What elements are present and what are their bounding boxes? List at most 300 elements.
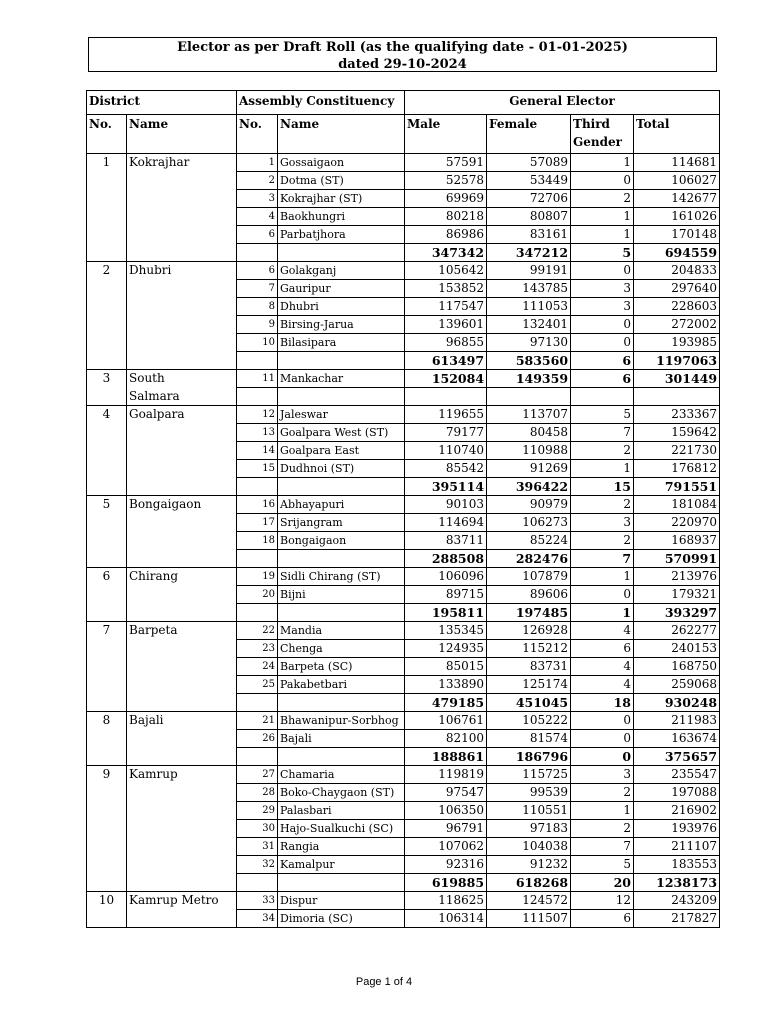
ac-name: Bilasipara <box>278 334 405 352</box>
total-count: 213976 <box>634 568 720 586</box>
total-count: 216902 <box>634 802 720 820</box>
ac-no: 32 <box>237 856 278 874</box>
ac-name <box>278 478 405 496</box>
male-count: 52578 <box>405 172 487 190</box>
table-row <box>87 316 720 334</box>
district-no <box>87 208 127 226</box>
title-line-1: Elector as per Draft Roll (as the qualifying date - 01-01-2025) <box>177 40 628 55</box>
total-count: 170148 <box>634 226 720 244</box>
district-no <box>87 424 127 442</box>
district-name <box>127 640 237 658</box>
ac-no: 2 <box>237 172 278 190</box>
female-count: 90979 <box>487 496 571 514</box>
district-no <box>87 802 127 820</box>
third-gender-count: 3 <box>571 280 634 298</box>
table-row-subtotal <box>87 370 720 388</box>
table-row <box>87 262 720 280</box>
female-count: 81574 <box>487 730 571 748</box>
female-count: 124572 <box>487 892 571 910</box>
male-count: 133890 <box>405 676 487 694</box>
female-count: 83161 <box>487 226 571 244</box>
female-count: 111507 <box>487 910 571 928</box>
district-name <box>127 442 237 460</box>
total-count: 375657 <box>634 748 720 766</box>
male-count: 114694 <box>405 514 487 532</box>
ac-no: 14 <box>237 442 278 460</box>
male-count: 619885 <box>405 874 487 892</box>
male-count: 92316 <box>405 856 487 874</box>
female-count: 282476 <box>487 550 571 568</box>
table-row-subtotal <box>87 748 720 766</box>
district-name <box>127 316 237 334</box>
ac-no: 34 <box>237 910 278 928</box>
total-count: 163674 <box>634 730 720 748</box>
table-row <box>87 388 720 406</box>
male-count: 188861 <box>405 748 487 766</box>
third-gender-count: 2 <box>571 820 634 838</box>
total-count: 272002 <box>634 316 720 334</box>
district-no: 6 <box>87 568 127 586</box>
male-count: 139601 <box>405 316 487 334</box>
district-no <box>87 784 127 802</box>
ac-no: 9 <box>237 316 278 334</box>
ac-name: Baokhungri <box>278 208 405 226</box>
female-count: 91269 <box>487 460 571 478</box>
third-gender-count: 5 <box>571 244 634 262</box>
district-no: 2 <box>87 262 127 280</box>
ac-no <box>237 748 278 766</box>
female-count: 197485 <box>487 604 571 622</box>
table-row <box>87 514 720 532</box>
third-gender-count: 6 <box>571 640 634 658</box>
district-name <box>127 658 237 676</box>
district-no <box>87 694 127 712</box>
third-gender-count: 1 <box>571 604 634 622</box>
page-footer: Page 1 of 4 <box>355 976 413 988</box>
district-name: Goalpara <box>127 406 237 424</box>
total-count: 243209 <box>634 892 720 910</box>
third-gender-count: 4 <box>571 658 634 676</box>
table-row <box>87 208 720 226</box>
district-no <box>87 640 127 658</box>
table-row <box>87 334 720 352</box>
ac-name <box>278 748 405 766</box>
third-gender-count: 1 <box>571 460 634 478</box>
district-no <box>87 478 127 496</box>
header-male: Male <box>405 115 487 154</box>
table-row <box>87 676 720 694</box>
district-no <box>87 730 127 748</box>
third-gender-count: 2 <box>571 496 634 514</box>
ac-no: 17 <box>237 514 278 532</box>
district-name <box>127 190 237 208</box>
male-count: 106350 <box>405 802 487 820</box>
total-count: 233367 <box>634 406 720 424</box>
male-count: 106761 <box>405 712 487 730</box>
district-name <box>127 694 237 712</box>
total-count: 791551 <box>634 478 720 496</box>
table-row <box>87 820 720 838</box>
table-row <box>87 856 720 874</box>
total-count: 159642 <box>634 424 720 442</box>
district-no <box>87 172 127 190</box>
district-name <box>127 604 237 622</box>
ac-name: Kamalpur <box>278 856 405 874</box>
district-no <box>87 298 127 316</box>
district-name <box>127 532 237 550</box>
third-gender-count: 15 <box>571 478 634 496</box>
ac-name <box>278 244 405 262</box>
ac-no <box>237 388 278 406</box>
header-assembly: Assembly Constituency <box>237 91 405 115</box>
female-count: 85224 <box>487 532 571 550</box>
table-row <box>87 568 720 586</box>
ac-name: Dhubri <box>278 298 405 316</box>
ac-no <box>237 244 278 262</box>
table-row <box>87 532 720 550</box>
table-row-subtotal <box>87 244 720 262</box>
male-count: 97547 <box>405 784 487 802</box>
district-name: Chirang <box>127 568 237 586</box>
male-count: 106096 <box>405 568 487 586</box>
district-name: South <box>127 370 237 388</box>
male-count: 119819 <box>405 766 487 784</box>
total-count: 168937 <box>634 532 720 550</box>
total-count: 1197063 <box>634 352 720 370</box>
ac-no: 26 <box>237 730 278 748</box>
total-count: 694559 <box>634 244 720 262</box>
district-name <box>127 352 237 370</box>
female-count: 110988 <box>487 442 571 460</box>
male-count: 288508 <box>405 550 487 568</box>
male-count: 106314 <box>405 910 487 928</box>
district-name: Barpeta <box>127 622 237 640</box>
male-count: 152084 <box>405 370 487 388</box>
district-name <box>127 478 237 496</box>
female-count: 105222 <box>487 712 571 730</box>
ac-no: 16 <box>237 496 278 514</box>
table-row <box>87 910 720 928</box>
third-gender-count: 7 <box>571 424 634 442</box>
district-name: Salmara <box>127 388 237 406</box>
total-count: 228603 <box>634 298 720 316</box>
header-female: Female <box>487 115 571 154</box>
female-count: 115725 <box>487 766 571 784</box>
header-row-1 <box>87 91 720 115</box>
table-row <box>87 298 720 316</box>
female-count: 149359 <box>487 370 571 388</box>
district-no <box>87 748 127 766</box>
female-count: 186796 <box>487 748 571 766</box>
ac-name <box>278 388 405 406</box>
female-count: 89606 <box>487 586 571 604</box>
district-no <box>87 190 127 208</box>
ac-name: Bijni <box>278 586 405 604</box>
total-count: 570991 <box>634 550 720 568</box>
district-no <box>87 334 127 352</box>
district-no <box>87 442 127 460</box>
female-count: 72706 <box>487 190 571 208</box>
district-no <box>87 550 127 568</box>
table-row <box>87 460 720 478</box>
total-count: 179321 <box>634 586 720 604</box>
district-name <box>127 586 237 604</box>
female-count: 53449 <box>487 172 571 190</box>
male-count: 69969 <box>405 190 487 208</box>
ac-name: Sidli Chirang (ST) <box>278 568 405 586</box>
total-count: 161026 <box>634 208 720 226</box>
total-count: 930248 <box>634 694 720 712</box>
third-gender-count: 6 <box>571 910 634 928</box>
female-count: 583560 <box>487 352 571 370</box>
female-count: 110551 <box>487 802 571 820</box>
third-gender-count: 4 <box>571 622 634 640</box>
table-row <box>87 730 720 748</box>
ac-name: Birsing-Jarua <box>278 316 405 334</box>
male-count: 195811 <box>405 604 487 622</box>
ac-name: Boko-Chaygaon (ST) <box>278 784 405 802</box>
third-gender-count: 5 <box>571 406 634 424</box>
third-gender-count: 0 <box>571 262 634 280</box>
female-count: 99539 <box>487 784 571 802</box>
district-name <box>127 298 237 316</box>
district-no <box>87 604 127 622</box>
district-name <box>127 676 237 694</box>
total-count: 221730 <box>634 442 720 460</box>
district-no <box>87 586 127 604</box>
ac-no: 3 <box>237 190 278 208</box>
total-count: 240153 <box>634 640 720 658</box>
district-name <box>127 748 237 766</box>
third-gender-count: 2 <box>571 190 634 208</box>
ac-no: 25 <box>237 676 278 694</box>
total-count: 220970 <box>634 514 720 532</box>
ac-name: Chenga <box>278 640 405 658</box>
male-count: 85542 <box>405 460 487 478</box>
district-name <box>127 838 237 856</box>
third-gender-count: 5 <box>571 856 634 874</box>
total-count: 193985 <box>634 334 720 352</box>
male-count <box>405 388 487 406</box>
district-name <box>127 550 237 568</box>
table-row <box>87 892 720 910</box>
district-name: Dhubri <box>127 262 237 280</box>
district-no <box>87 280 127 298</box>
female-count: 57089 <box>487 154 571 172</box>
female-count: 126928 <box>487 622 571 640</box>
district-no <box>87 352 127 370</box>
ac-no: 21 <box>237 712 278 730</box>
third-gender-count: 1 <box>571 802 634 820</box>
district-name <box>127 802 237 820</box>
header-third-gender: Third Gender <box>571 115 634 154</box>
ac-no <box>237 604 278 622</box>
header-general-elector: General Elector <box>405 91 720 115</box>
ac-no: 18 <box>237 532 278 550</box>
header-ac-no: No. <box>237 115 278 154</box>
ac-name <box>278 694 405 712</box>
female-count <box>487 388 571 406</box>
ac-name: Dispur <box>278 892 405 910</box>
district-name: Kokrajhar <box>127 154 237 172</box>
male-count: 135345 <box>405 622 487 640</box>
third-gender-count: 0 <box>571 748 634 766</box>
district-name: Kamrup <box>127 766 237 784</box>
male-count: 85015 <box>405 658 487 676</box>
table-row <box>87 712 720 730</box>
male-count: 479185 <box>405 694 487 712</box>
total-count: 106027 <box>634 172 720 190</box>
table-row <box>87 640 720 658</box>
male-count: 96791 <box>405 820 487 838</box>
third-gender-count: 6 <box>571 352 634 370</box>
district-no <box>87 514 127 532</box>
district-name <box>127 460 237 478</box>
table-row-subtotal <box>87 694 720 712</box>
female-count: 80807 <box>487 208 571 226</box>
district-name <box>127 244 237 262</box>
district-no: 5 <box>87 496 127 514</box>
ac-no: 19 <box>237 568 278 586</box>
ac-name: Hajo-Sualkuchi (SC) <box>278 820 405 838</box>
ac-no: 24 <box>237 658 278 676</box>
ac-no: 11 <box>237 370 278 388</box>
table-row-subtotal <box>87 352 720 370</box>
total-count <box>634 388 720 406</box>
district-name <box>127 856 237 874</box>
ac-name: Barpeta (SC) <box>278 658 405 676</box>
district-name: Bongaigaon <box>127 496 237 514</box>
table-row-subtotal <box>87 478 720 496</box>
header-district: District <box>87 91 237 115</box>
ac-name: Gossaigaon <box>278 154 405 172</box>
total-count: 181084 <box>634 496 720 514</box>
third-gender-count: 2 <box>571 784 634 802</box>
ac-no: 8 <box>237 298 278 316</box>
third-gender-count: 12 <box>571 892 634 910</box>
female-count: 451045 <box>487 694 571 712</box>
table-row <box>87 442 720 460</box>
ac-no: 12 <box>237 406 278 424</box>
district-no: 10 <box>87 892 127 910</box>
district-no: 1 <box>87 154 127 172</box>
third-gender-count: 3 <box>571 514 634 532</box>
male-count: 347342 <box>405 244 487 262</box>
district-no <box>87 244 127 262</box>
female-count: 80458 <box>487 424 571 442</box>
ac-name: Bhawanipur-Sorbhog <box>278 712 405 730</box>
male-count: 89715 <box>405 586 487 604</box>
ac-no: 13 <box>237 424 278 442</box>
third-gender-count: 0 <box>571 586 634 604</box>
ac-no: 33 <box>237 892 278 910</box>
ac-no: 15 <box>237 460 278 478</box>
male-count: 107062 <box>405 838 487 856</box>
table-row <box>87 802 720 820</box>
table-row <box>87 406 720 424</box>
female-count: 125174 <box>487 676 571 694</box>
ac-no: 27 <box>237 766 278 784</box>
third-gender-count: 6 <box>571 370 634 388</box>
ac-name: Golakganj <box>278 262 405 280</box>
female-count: 107879 <box>487 568 571 586</box>
total-count: 142677 <box>634 190 720 208</box>
male-count: 118625 <box>405 892 487 910</box>
total-count: 211107 <box>634 838 720 856</box>
female-count: 91232 <box>487 856 571 874</box>
table-row <box>87 838 720 856</box>
ac-name: Bongaigaon <box>278 532 405 550</box>
table-row <box>87 784 720 802</box>
district-name <box>127 820 237 838</box>
district-no <box>87 316 127 334</box>
district-no: 4 <box>87 406 127 424</box>
total-count: 204833 <box>634 262 720 280</box>
table-row <box>87 424 720 442</box>
female-count: 113707 <box>487 406 571 424</box>
ac-name: Gauripur <box>278 280 405 298</box>
third-gender-count: 0 <box>571 730 634 748</box>
total-count: 297640 <box>634 280 720 298</box>
third-gender-count: 1 <box>571 208 634 226</box>
third-gender-count: 0 <box>571 316 634 334</box>
ac-no: 4 <box>237 208 278 226</box>
third-gender-count: 4 <box>571 676 634 694</box>
district-name: Bajali <box>127 712 237 730</box>
third-gender-count: 18 <box>571 694 634 712</box>
female-count: 618268 <box>487 874 571 892</box>
third-gender-count: 0 <box>571 334 634 352</box>
third-gender-count: 0 <box>571 712 634 730</box>
total-count: 235547 <box>634 766 720 784</box>
header-district-name: Name <box>127 115 237 154</box>
male-count: 96855 <box>405 334 487 352</box>
third-gender-count: 2 <box>571 532 634 550</box>
female-count: 132401 <box>487 316 571 334</box>
ac-name: Pakabetbari <box>278 676 405 694</box>
table-row-subtotal <box>87 550 720 568</box>
district-no <box>87 226 127 244</box>
district-name <box>127 730 237 748</box>
ac-name: Palasbari <box>278 802 405 820</box>
ac-name <box>278 604 405 622</box>
table-row <box>87 658 720 676</box>
ac-name: Goalpara West (ST) <box>278 424 405 442</box>
total-count: 259068 <box>634 676 720 694</box>
table-row <box>87 226 720 244</box>
male-count: 613497 <box>405 352 487 370</box>
third-gender-count: 2 <box>571 442 634 460</box>
ac-no <box>237 352 278 370</box>
male-count: 153852 <box>405 280 487 298</box>
ac-no: 22 <box>237 622 278 640</box>
total-count: 168750 <box>634 658 720 676</box>
third-gender-count: 7 <box>571 550 634 568</box>
third-gender-count: 3 <box>571 766 634 784</box>
ac-no <box>237 478 278 496</box>
district-no <box>87 658 127 676</box>
district-no: 9 <box>87 766 127 784</box>
ac-name <box>278 550 405 568</box>
female-count: 396422 <box>487 478 571 496</box>
ac-no <box>237 694 278 712</box>
ac-no: 29 <box>237 802 278 820</box>
district-no <box>87 460 127 478</box>
ac-no <box>237 550 278 568</box>
header-total: Total <box>634 115 720 154</box>
total-count: 393297 <box>634 604 720 622</box>
ac-no: 10 <box>237 334 278 352</box>
